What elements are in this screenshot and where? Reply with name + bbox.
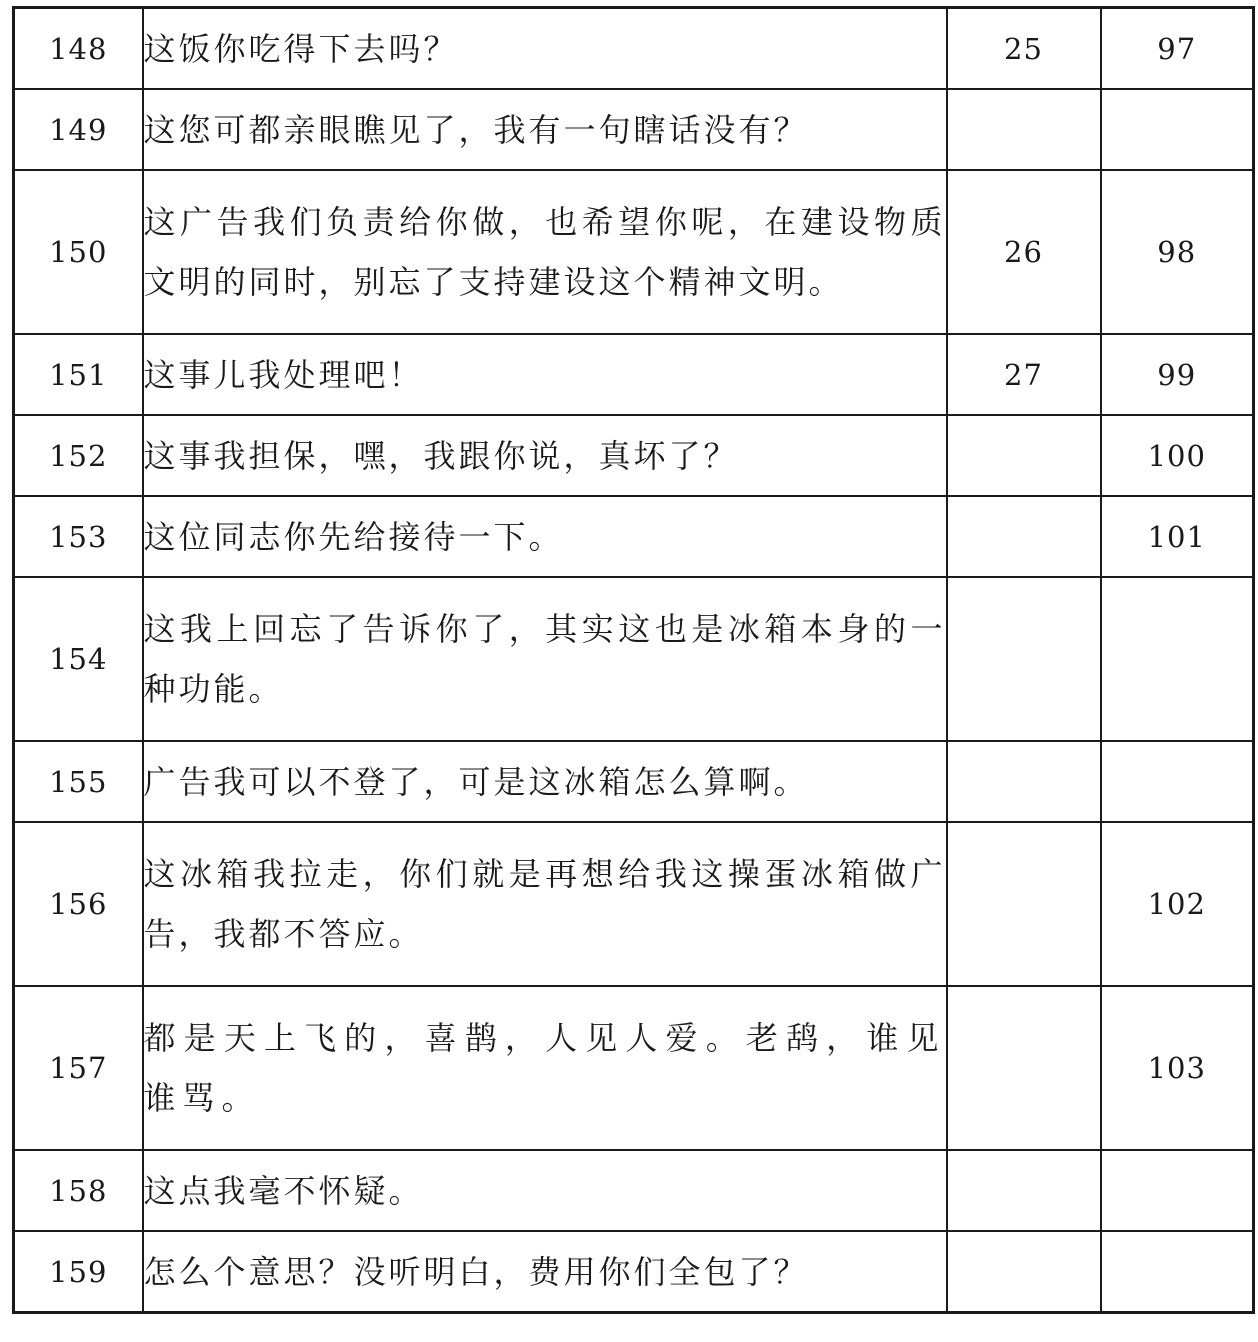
column-3-value bbox=[947, 822, 1101, 986]
column-4-value: 97 bbox=[1101, 8, 1254, 90]
column-4-value: 102 bbox=[1101, 822, 1254, 986]
table-row bbox=[14, 1231, 1254, 1313]
column-4-value bbox=[1101, 741, 1254, 822]
table-row bbox=[14, 577, 1254, 741]
table-row bbox=[14, 986, 1254, 1150]
column-4-value: 103 bbox=[1101, 986, 1254, 1150]
table-row bbox=[14, 741, 1254, 822]
column-4-value: 100 bbox=[1101, 415, 1254, 496]
column-4-value bbox=[1101, 1150, 1254, 1231]
table-row bbox=[14, 334, 1254, 415]
dialogue-table bbox=[12, 6, 1255, 1314]
column-3-value: 27 bbox=[947, 334, 1101, 415]
column-3-value bbox=[947, 577, 1101, 741]
dialogue-text: 这广告我们负责给你做，也希望你呢，在建设物质文明的同时，别忘了支持建设这个精神文明。 bbox=[143, 170, 947, 334]
row-number: 154 bbox=[14, 577, 143, 741]
dialogue-text: 这点我毫不怀疑。 bbox=[143, 1150, 947, 1231]
table-row bbox=[14, 822, 1254, 986]
table-row bbox=[14, 1150, 1254, 1231]
row-number: 159 bbox=[14, 1231, 143, 1313]
column-3-value bbox=[947, 1231, 1101, 1313]
column-4-value: 98 bbox=[1101, 170, 1254, 334]
document-page bbox=[12, 6, 1252, 1330]
row-number: 149 bbox=[14, 89, 143, 170]
dialogue-text: 这事儿我处理吧！ bbox=[143, 334, 947, 415]
column-3-value: 26 bbox=[947, 170, 1101, 334]
column-3-value bbox=[947, 496, 1101, 577]
dialogue-text: 这我上回忘了告诉你了，其实这也是冰箱本身的一种功能。 bbox=[143, 577, 947, 741]
dialogue-text: 这事我担保，嘿，我跟你说，真坏了？ bbox=[143, 415, 947, 496]
dialogue-text: 这饭你吃得下去吗？ bbox=[143, 8, 947, 90]
dialogue-text: 这冰箱我拉走，你们就是再想给我这操蛋冰箱做广告，我都不答应。 bbox=[143, 822, 947, 986]
row-number: 153 bbox=[14, 496, 143, 577]
table-row bbox=[14, 170, 1254, 334]
column-4-value bbox=[1101, 89, 1254, 170]
row-number: 152 bbox=[14, 415, 143, 496]
table-row bbox=[14, 415, 1254, 496]
column-3-value bbox=[947, 986, 1101, 1150]
table-row bbox=[14, 8, 1254, 90]
row-number: 155 bbox=[14, 741, 143, 822]
row-number: 156 bbox=[14, 822, 143, 986]
table-row bbox=[14, 89, 1254, 170]
dialogue-text: 这您可都亲眼瞧见了，我有一句瞎话没有？ bbox=[143, 89, 947, 170]
row-number: 150 bbox=[14, 170, 143, 334]
dialogue-text: 都是天上飞的，喜鹊，人见人爱。老鸹，谁见谁骂。 bbox=[143, 986, 947, 1150]
column-3-value: 25 bbox=[947, 8, 1101, 90]
row-number: 151 bbox=[14, 334, 143, 415]
column-4-value: 101 bbox=[1101, 496, 1254, 577]
column-3-value bbox=[947, 741, 1101, 822]
dialogue-text: 怎么个意思？没听明白，费用你们全包了？ bbox=[143, 1231, 947, 1313]
table-row bbox=[14, 496, 1254, 577]
dialogue-text: 这位同志你先给接待一下。 bbox=[143, 496, 947, 577]
row-number: 148 bbox=[14, 8, 143, 90]
column-3-value bbox=[947, 1150, 1101, 1231]
row-number: 157 bbox=[14, 986, 143, 1150]
dialogue-text: 广告我可以不登了，可是这冰箱怎么算啊。 bbox=[143, 741, 947, 822]
column-4-value: 99 bbox=[1101, 334, 1254, 415]
column-4-value bbox=[1101, 577, 1254, 741]
column-4-value bbox=[1101, 1231, 1254, 1313]
row-number: 158 bbox=[14, 1150, 143, 1231]
column-3-value bbox=[947, 89, 1101, 170]
column-3-value bbox=[947, 415, 1101, 496]
